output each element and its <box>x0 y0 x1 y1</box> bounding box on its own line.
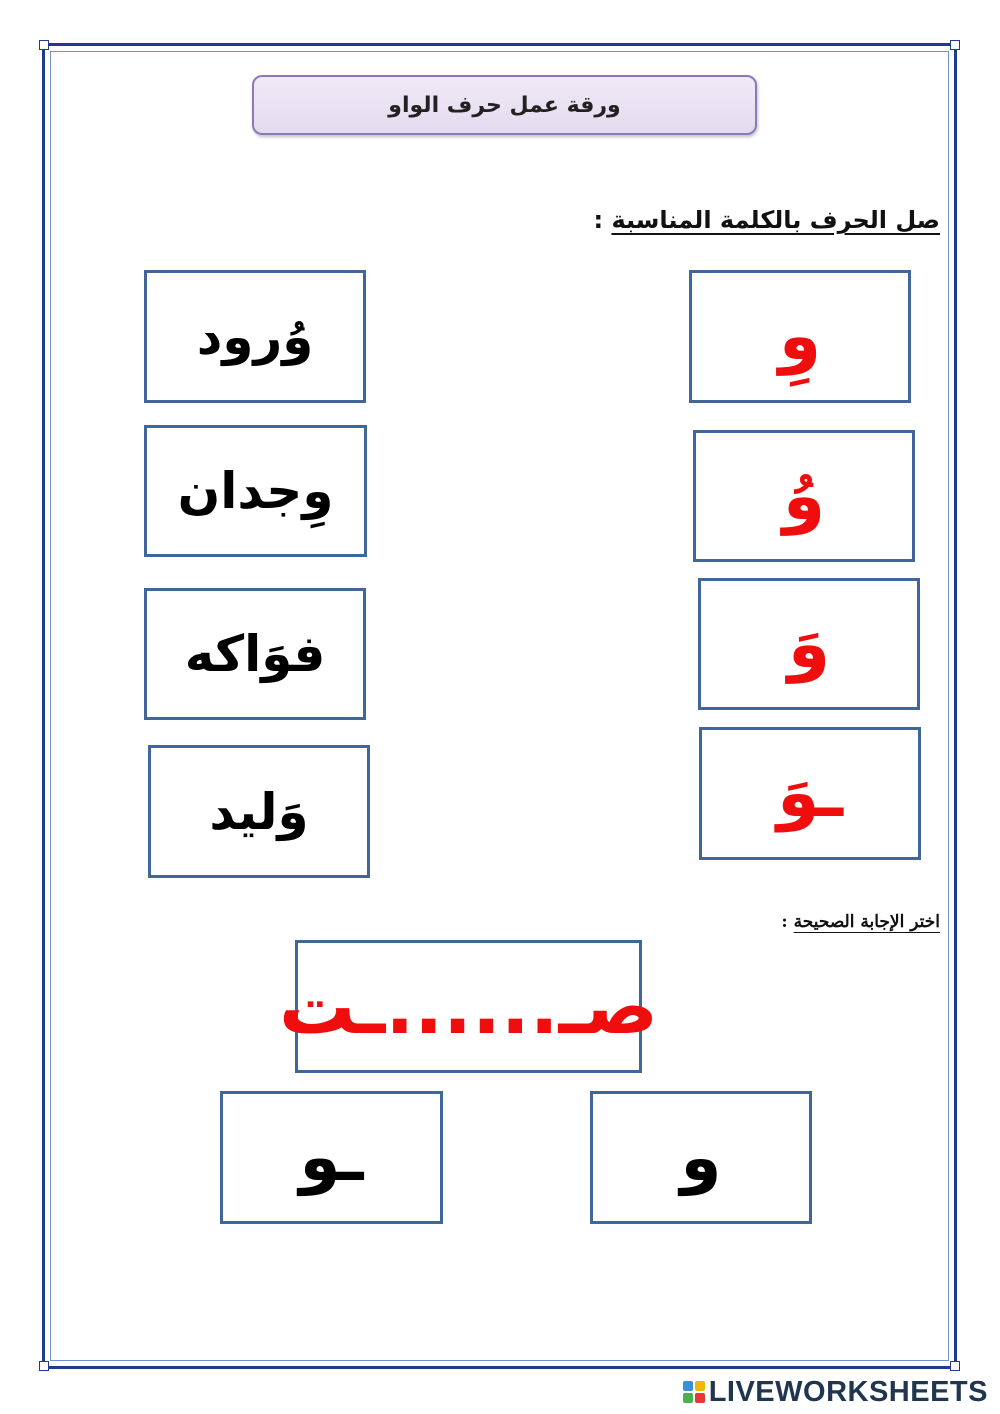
choose-instruction-text: اختر الإجابة الصحيحة <box>793 912 940 932</box>
matching-instruction-text: صل الحرف بالكلمة المناسبة <box>611 206 940 234</box>
word-text: وُرود <box>196 307 314 366</box>
word-box-fawakih[interactable] <box>144 588 366 720</box>
letter-box-waw-fatha-connected[interactable] <box>699 727 921 860</box>
letter-box-waw-fatha[interactable] <box>698 578 920 710</box>
word-text: وَليد <box>209 782 309 841</box>
matching-instruction <box>594 206 941 234</box>
word-box-wurood[interactable] <box>144 270 366 403</box>
worksheet-title-text: ورقة عمل حرف الواو <box>388 92 621 118</box>
liveworksheets-logo <box>683 1377 988 1407</box>
choice-box-connected-waw[interactable] <box>220 1091 443 1224</box>
matching-instruction-colon: : <box>593 206 612 234</box>
brand-name: LIVEWORKSHEETS <box>708 1375 988 1408</box>
border-corner <box>950 40 960 50</box>
worksheet-title <box>252 75 757 135</box>
fill-in-word-text: صـ......ـت <box>278 962 659 1051</box>
letter-box-waw-damma[interactable] <box>693 430 915 562</box>
liveworksheets-logo-icon <box>683 1381 705 1403</box>
letter-text: وُ <box>782 456 826 536</box>
word-box-wijdan[interactable] <box>144 425 367 557</box>
choice-box-isolated-waw[interactable] <box>590 1091 812 1224</box>
word-text: وِجدان <box>177 462 334 520</box>
border-corner <box>39 40 49 50</box>
word-text: فوَاكه <box>184 625 326 683</box>
fill-in-word-box <box>278 940 659 1073</box>
choice-text: و <box>680 1119 722 1196</box>
letter-text: ـوَ <box>777 754 843 833</box>
word-box-walid[interactable] <box>148 745 370 878</box>
border-corner <box>39 1361 49 1371</box>
choice-text: ـو <box>299 1119 364 1196</box>
choose-instruction <box>781 912 940 932</box>
letter-text: وَ <box>787 604 831 684</box>
letter-box-waw-kasra[interactable] <box>689 270 911 403</box>
letter-text: وِ <box>778 297 822 376</box>
border-corner <box>950 1361 960 1371</box>
choose-instruction-colon: : <box>781 912 794 932</box>
